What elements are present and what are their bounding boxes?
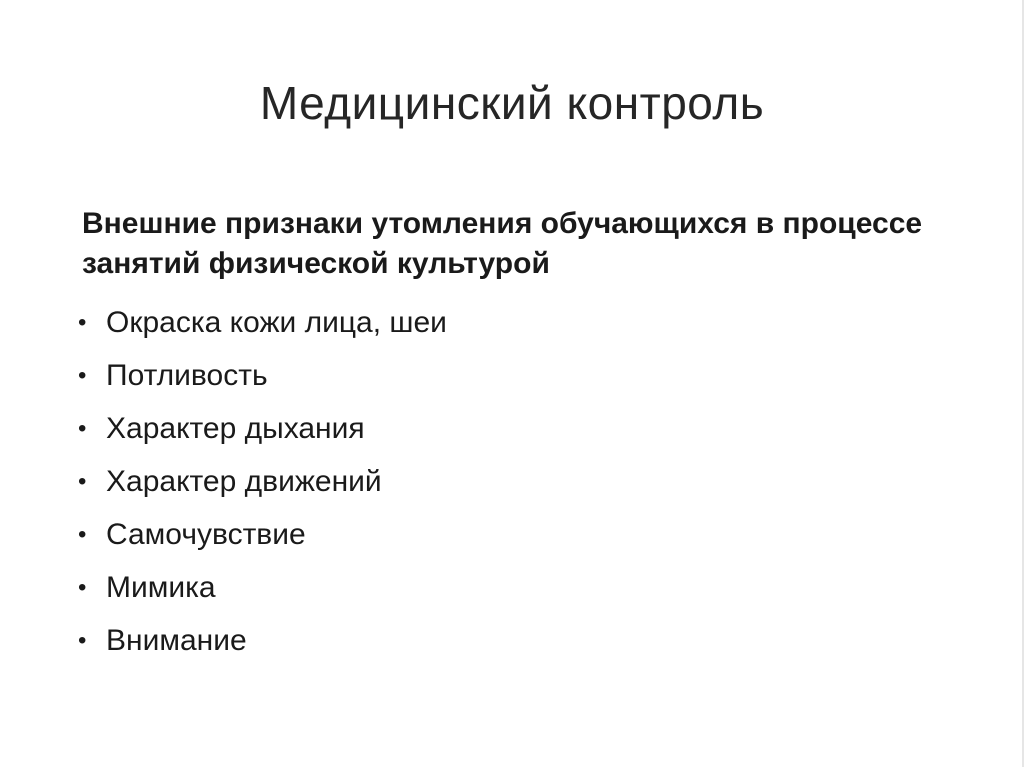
list-item [72, 455, 447, 508]
list-item [72, 349, 447, 402]
list-item [72, 296, 447, 349]
list-item [72, 402, 447, 455]
slide-title: Медицинский контроль [259, 77, 765, 129]
list-item-label: Окраска кожи лица, шеи [106, 305, 447, 339]
list-item [72, 614, 447, 667]
bullet-icon: • [78, 467, 87, 495]
bullet-icon: • [78, 573, 87, 601]
bullet-icon: • [78, 308, 87, 336]
bullet-icon: • [78, 520, 87, 548]
list-item [72, 508, 447, 561]
bullet-list [72, 296, 447, 667]
section-heading: Внешние признаки утомления обучающихся в процессе занятий физической культурой [82, 207, 923, 280]
list-item-label: Самочувствие [106, 517, 306, 551]
list-item-label: Характер движений [106, 464, 382, 498]
list-item-label: Внимание [106, 623, 247, 657]
list-item [72, 561, 447, 614]
list-item-label: Характер дыхания [106, 411, 365, 445]
bullet-icon: • [78, 626, 87, 654]
bullet-icon: • [78, 414, 87, 442]
list-item-label: Потливость [106, 358, 268, 392]
list-item-label: Мимика [106, 570, 216, 604]
bullet-icon: • [78, 361, 87, 389]
